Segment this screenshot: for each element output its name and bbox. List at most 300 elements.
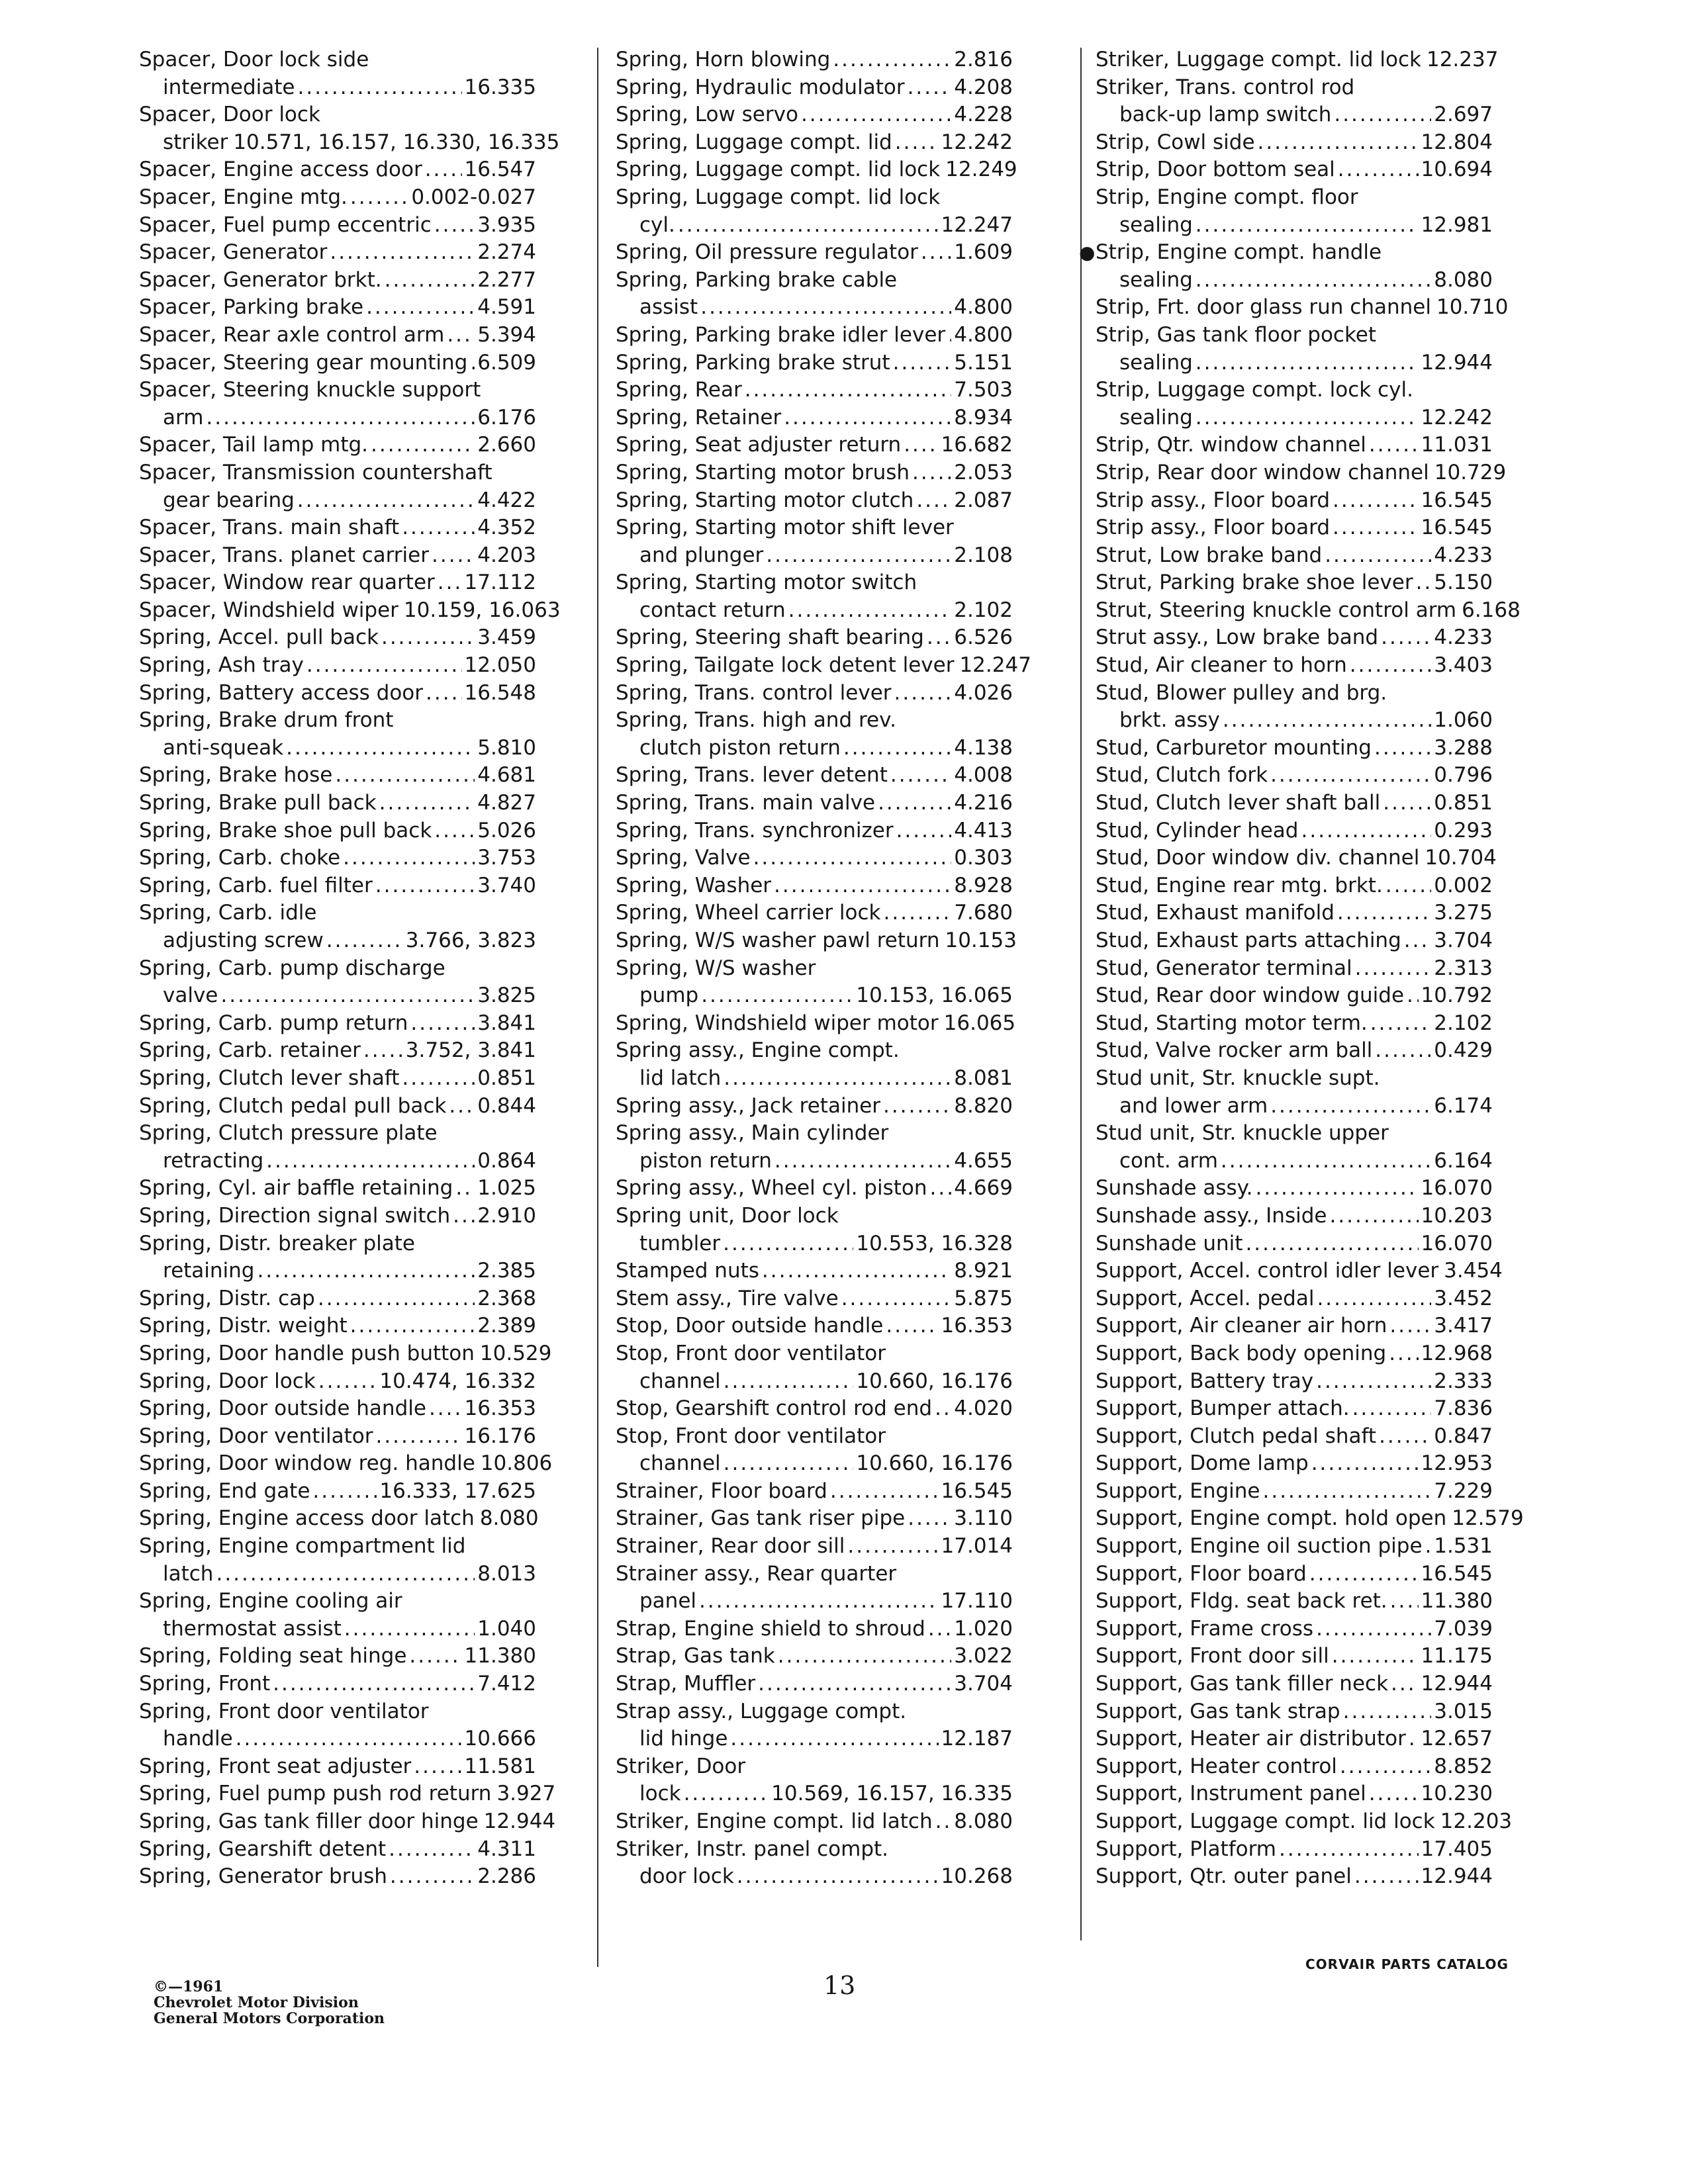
leader-dots xyxy=(1404,927,1431,955)
entry-line xyxy=(616,790,1013,817)
page-reference: 8.921 xyxy=(954,1259,1013,1283)
index-entry xyxy=(1096,624,1493,652)
index-entry xyxy=(139,1808,556,1836)
index-entry xyxy=(1096,1725,1493,1753)
leader-dots xyxy=(894,680,952,707)
index-entry xyxy=(616,349,1013,377)
page-reference: 3.927 xyxy=(496,1782,556,1806)
leader-dots xyxy=(312,1478,377,1506)
leader-dots xyxy=(375,1423,461,1451)
page-reference: 1.060 xyxy=(1434,708,1493,733)
leader-dots xyxy=(343,844,475,872)
entry-line xyxy=(616,432,1013,459)
leader-dots xyxy=(434,212,475,240)
index-entry xyxy=(616,1643,1013,1670)
entry-label: Sunshade assy., Inside xyxy=(1096,1203,1327,1228)
index-entry xyxy=(616,1670,1013,1698)
page-reference: 6.174 xyxy=(1434,1093,1493,1118)
entry-label: Support, Accel. control idler lever xyxy=(1096,1259,1439,1283)
page-reference: 16.545 xyxy=(1421,1561,1493,1586)
page-reference: 2.333 xyxy=(1434,1369,1493,1393)
page-reference: 12.579 xyxy=(1452,1506,1524,1531)
entry-line xyxy=(139,1588,536,1615)
index-entry xyxy=(1096,597,1521,625)
entry-continuation xyxy=(616,735,1013,762)
entry-label: Spring, Carb. pump discharge xyxy=(139,956,445,980)
entry-label: brkt. assy xyxy=(1119,708,1220,733)
entry-line xyxy=(616,569,1013,597)
entry-line xyxy=(1096,762,1493,790)
page-reference: 3.753 xyxy=(477,846,536,870)
page-reference: 3.015 xyxy=(1434,1699,1493,1723)
entry-line xyxy=(139,46,536,74)
leader-dots xyxy=(385,267,475,295)
page-reference: 4.669 xyxy=(954,1176,1013,1201)
page-reference: 2.816 xyxy=(954,48,1013,71)
entry-label: Spring, Brake hose xyxy=(139,763,333,788)
page-reference: 7.836 xyxy=(1434,1396,1493,1421)
entry-line xyxy=(616,1203,1013,1230)
leader-dots xyxy=(1369,1780,1419,1808)
entry-label: lock xyxy=(639,1782,681,1806)
index-entry xyxy=(616,817,1013,845)
entry-label: Stem assy., Tire valve xyxy=(616,1286,839,1310)
page-reference: 10.710 xyxy=(1436,295,1509,320)
index-entry xyxy=(139,652,536,680)
entry-label: Spring, Engine compartment lid xyxy=(139,1534,466,1559)
index-entry xyxy=(139,1395,536,1423)
entry-line xyxy=(1096,1780,1493,1808)
entry-line xyxy=(1096,790,1493,817)
index-entry xyxy=(139,1450,553,1478)
entry-label: Spacer, Door lock xyxy=(139,103,320,127)
entry-label: Stud, Valve rocker arm ball xyxy=(1096,1038,1373,1063)
leader-dots xyxy=(258,1257,475,1285)
entry-line xyxy=(1096,955,1493,983)
entry-line xyxy=(139,1808,556,1836)
page-reference: 3.740 xyxy=(477,873,536,897)
entry-line xyxy=(616,514,1013,542)
entry-line xyxy=(1096,1065,1493,1093)
leader-dots xyxy=(699,1588,939,1615)
entry-label: Strip, Luggage compt. lock cyl. xyxy=(1096,378,1413,402)
entry-continuation xyxy=(1096,267,1493,295)
entry-line xyxy=(139,156,536,184)
entry-line xyxy=(616,74,1013,102)
entry-line xyxy=(1096,1257,1503,1285)
entry-label: sealing xyxy=(1119,350,1193,375)
page-reference: 8.080 xyxy=(1434,267,1493,292)
entry-label: Strut, Parking brake shoe lever xyxy=(1096,570,1413,595)
leader-dots xyxy=(745,377,952,404)
entry-line xyxy=(139,1175,536,1203)
leader-dots xyxy=(928,1615,951,1643)
leader-dots xyxy=(927,624,951,652)
index-entry xyxy=(616,1010,1016,1038)
leader-dots xyxy=(414,1753,461,1781)
entry-label: Spring, Distr. breaker plate xyxy=(139,1231,415,1255)
entry-label: Spring, Carb. fuel filter xyxy=(139,873,373,897)
entry-label: Strip, Engine compt. floor xyxy=(1096,185,1358,209)
entry-continuation xyxy=(616,294,1013,322)
page-reference: 3.403 xyxy=(1434,653,1493,678)
index-entry xyxy=(139,542,536,570)
entry-continuation xyxy=(139,129,560,157)
column-divider-left xyxy=(597,48,598,1967)
entry-line xyxy=(616,487,1013,515)
entry-line xyxy=(1096,377,1493,404)
page-reference: 16.547 xyxy=(464,158,536,182)
index-entry xyxy=(1096,1203,1493,1230)
page-reference: 3.704 xyxy=(1434,929,1493,952)
entry-line xyxy=(616,1010,1016,1038)
page-reference: 16.548 xyxy=(464,680,536,705)
entry-line xyxy=(616,1533,1013,1561)
entry-continuation xyxy=(616,1725,1013,1753)
index-entry xyxy=(616,487,1013,515)
index-entry xyxy=(1096,432,1493,459)
index-entry xyxy=(1096,899,1493,927)
page-reference: 12.187 xyxy=(941,1727,1013,1751)
entry-label: channel xyxy=(639,1451,721,1476)
entry-line xyxy=(139,1780,556,1808)
entry-label: Stud unit, Str. knuckle upper xyxy=(1096,1121,1389,1146)
entry-continuation xyxy=(139,404,536,432)
leader-dots xyxy=(1332,1643,1419,1670)
entry-label: Spring, Door ventilator xyxy=(139,1424,373,1448)
entry-line xyxy=(139,1643,536,1670)
index-entry xyxy=(616,1698,1013,1753)
entry-label: Spring, Battery access door xyxy=(139,680,424,705)
page-reference: 1.040 xyxy=(477,1616,536,1641)
page-reference: 4.203 xyxy=(477,543,536,567)
entry-line xyxy=(616,1478,1013,1506)
entry-line xyxy=(139,1340,552,1368)
page-reference: 4.681 xyxy=(477,763,536,788)
entry-line xyxy=(139,294,536,322)
page-reference: 10.792 xyxy=(1421,983,1493,1008)
page-reference: 12.247 xyxy=(959,653,1031,678)
page-reference: 16.065 xyxy=(943,1011,1016,1035)
page-reference: 16.335 xyxy=(464,75,536,99)
entry-label: sealing xyxy=(1119,267,1193,292)
entry-line xyxy=(139,1065,536,1093)
page-reference: 11.380 xyxy=(464,1644,536,1668)
entry-label: Spring assy., Wheel cyl. piston xyxy=(616,1176,927,1201)
leader-dots xyxy=(1355,955,1432,983)
index-entry xyxy=(616,1257,1013,1285)
leader-dots xyxy=(379,790,475,817)
index-entry xyxy=(1096,46,1499,74)
entry-line xyxy=(616,1643,1013,1670)
index-entry xyxy=(139,597,561,625)
leader-dots xyxy=(784,404,951,432)
leader-dots xyxy=(788,597,952,625)
leader-dots xyxy=(449,1093,475,1120)
entry-label: Spring assy., Main cylinder xyxy=(616,1121,889,1146)
entry-line xyxy=(139,1230,536,1258)
index-entry xyxy=(616,459,1013,487)
entry-line xyxy=(139,377,536,404)
entry-label: Spring, Front seat adjuster xyxy=(139,1754,412,1778)
leader-dots xyxy=(1350,652,1431,680)
entry-line xyxy=(1096,624,1493,652)
page-reference: 12.804 xyxy=(1421,130,1493,154)
page-reference: 16.353 xyxy=(941,1314,1013,1338)
entry-label: Strip assy., Floor board xyxy=(1096,488,1331,512)
leader-dots xyxy=(1223,707,1431,735)
leader-dots xyxy=(884,899,952,927)
page-reference: 0.002 xyxy=(1434,873,1493,897)
entry-label: Spring, Door window reg. handle xyxy=(139,1451,475,1476)
entry-label: Spring, Starting motor clutch xyxy=(616,488,914,512)
page-reference: 12.050 xyxy=(464,653,536,678)
entry-line xyxy=(616,707,1013,735)
leader-dots xyxy=(724,1368,854,1396)
index-entry xyxy=(616,1340,1013,1395)
leader-dots xyxy=(429,1395,462,1423)
entry-line xyxy=(1096,735,1493,762)
leader-dots xyxy=(1316,1368,1431,1396)
leader-dots xyxy=(1334,101,1431,129)
entry-label: Spacer, Engine mtg. xyxy=(139,185,348,209)
entry-continuation xyxy=(1096,349,1493,377)
leader-dots xyxy=(1317,1285,1431,1313)
page-reference: 17.110 xyxy=(941,1589,1013,1614)
entry-label: Support, Platform xyxy=(1096,1837,1276,1861)
entry-label: Spacer, Steering gear mounting xyxy=(139,350,468,375)
entry-line xyxy=(139,1863,536,1891)
entry-continuation xyxy=(139,74,536,102)
entry-line xyxy=(139,817,536,845)
page-reference: 10.203 xyxy=(1421,1203,1493,1228)
entry-label: Stop, Door outside handle xyxy=(616,1314,884,1338)
entry-label: Support, Clutch pedal shaft xyxy=(1096,1424,1377,1448)
entry-label: Spring, Clutch lever shaft xyxy=(139,1066,400,1090)
entry-line xyxy=(616,624,1013,652)
index-entry xyxy=(1096,1368,1493,1396)
entry-label: piston return xyxy=(639,1148,772,1173)
leader-dots xyxy=(723,1230,853,1258)
entry-line xyxy=(139,1836,536,1864)
leader-dots xyxy=(390,1863,475,1891)
page-reference: 2.697 xyxy=(1434,103,1493,127)
entry-line xyxy=(616,349,1013,377)
index-entry xyxy=(1096,322,1493,377)
leader-dots xyxy=(1301,817,1431,845)
entry-line xyxy=(139,844,536,872)
leader-dots xyxy=(1385,872,1431,900)
leader-dots xyxy=(1425,1533,1432,1561)
entry-label: Support, Luggage compt. lid lock xyxy=(1096,1809,1435,1833)
entry-label: Strip assy., Floor board xyxy=(1096,516,1331,540)
entry-label: Stud, Door window div. channel xyxy=(1096,846,1420,870)
entry-label: Striker, Door xyxy=(616,1754,746,1778)
index-entry xyxy=(139,762,536,790)
entry-label: Strainer assy., Rear quarter xyxy=(616,1561,897,1586)
entry-line xyxy=(139,1037,536,1065)
leader-dots xyxy=(1270,1093,1431,1120)
index-entry xyxy=(616,1175,1013,1203)
leader-dots xyxy=(724,1065,951,1093)
page-reference: 5.875 xyxy=(954,1286,1013,1310)
leader-dots xyxy=(350,1312,475,1340)
index-entry xyxy=(616,377,1013,404)
entry-continuation xyxy=(139,982,536,1010)
entry-label: Strap assy., Luggage compt. xyxy=(616,1699,907,1723)
leader-dots xyxy=(1409,1725,1419,1753)
leader-dots xyxy=(470,349,475,377)
entry-label: Stud, Blower pulley and brg. xyxy=(1096,680,1387,705)
page-reference: 8.820 xyxy=(954,1093,1013,1118)
index-entry xyxy=(1096,1753,1493,1781)
entry-continuation xyxy=(1096,1093,1493,1120)
entry-line xyxy=(1096,459,1507,487)
index-entry xyxy=(139,790,536,817)
entry-line xyxy=(139,101,536,129)
entry-line xyxy=(616,404,1013,432)
entry-label: Stud unit, Str. knuckle supt. xyxy=(1096,1066,1380,1090)
index-entry xyxy=(616,1808,1013,1836)
leader-dots xyxy=(766,542,951,570)
entry-label: Support, Battery tray xyxy=(1096,1369,1314,1393)
leader-dots xyxy=(1352,1395,1432,1423)
index-entry xyxy=(616,74,1013,102)
entry-line xyxy=(616,1670,1013,1698)
index-entry xyxy=(616,1836,1013,1891)
entry-label: Spring, Clutch pedal pull back xyxy=(139,1093,447,1118)
entry-label: Spring, Windshield wiper motor xyxy=(616,1011,939,1035)
page-reference: 11.380 xyxy=(1421,1589,1493,1614)
leader-dots xyxy=(830,1478,939,1506)
entry-label: Support, Engine oil suction pipe xyxy=(1096,1534,1423,1559)
leader-dots xyxy=(724,1450,854,1478)
index-entry xyxy=(616,1561,1013,1615)
entry-line xyxy=(1096,1285,1493,1313)
leader-dots xyxy=(847,1533,938,1561)
page-reference: 12.203 xyxy=(1440,1809,1513,1833)
leader-dots xyxy=(286,735,475,762)
entry-line xyxy=(1096,1725,1493,1753)
leader-dots xyxy=(1389,1312,1431,1340)
entry-label: Support, Heater air distributor xyxy=(1096,1727,1406,1751)
leader-dots xyxy=(753,844,952,872)
entry-line xyxy=(139,1093,536,1120)
page-reference: 2.286 xyxy=(477,1864,536,1889)
entry-label: cont. arm xyxy=(1119,1148,1218,1173)
entry-line xyxy=(139,1450,553,1478)
entry-label: Spring, Engine access door latch xyxy=(139,1506,475,1531)
index-entry xyxy=(1096,1863,1493,1891)
entry-label: retaining xyxy=(163,1259,255,1283)
index-entry xyxy=(139,432,536,459)
entry-line xyxy=(1096,1533,1493,1561)
leader-dots xyxy=(318,1368,377,1396)
entry-line xyxy=(1096,1670,1493,1698)
index-entry xyxy=(1096,1808,1513,1836)
entry-label: Spring, Door lock xyxy=(139,1369,316,1393)
index-entry xyxy=(616,872,1013,900)
entry-line xyxy=(139,1698,536,1726)
index-entry xyxy=(1096,1120,1493,1175)
entry-line xyxy=(139,790,536,817)
leader-dots xyxy=(737,1863,939,1891)
page-reference: 5.810 xyxy=(477,735,536,760)
index-entry xyxy=(139,1093,536,1120)
entry-line xyxy=(139,597,561,625)
entry-line xyxy=(616,899,1013,927)
page-reference: 6.176 xyxy=(477,405,536,430)
entry-label: Spring, Carb. choke xyxy=(139,846,341,870)
entry-line xyxy=(139,322,536,349)
page-reference: 1.025 xyxy=(477,1176,536,1201)
index-entry xyxy=(139,1175,536,1203)
leader-dots xyxy=(935,1395,951,1423)
entry-label: Spring, W/S washer pawl return xyxy=(616,929,940,952)
entry-continuation xyxy=(139,1561,536,1588)
leader-dots xyxy=(1390,1588,1419,1615)
page-reference: 16.545 xyxy=(1421,488,1493,512)
index-entry xyxy=(616,1395,1013,1423)
page-reference: 6.164 xyxy=(1434,1148,1493,1173)
page-reference: 0.864 xyxy=(477,1148,536,1173)
entry-line xyxy=(616,1836,1013,1864)
index-entry xyxy=(1096,1340,1493,1368)
index-entry xyxy=(616,322,1013,349)
index-entry xyxy=(139,267,536,295)
entry-label: Spring, Cyl. air baffle retaining xyxy=(139,1176,453,1201)
leader-dots xyxy=(335,762,475,790)
leader-dots xyxy=(1338,156,1419,184)
page-reference: 10.153 xyxy=(945,929,1017,952)
entry-label: Spring, End gate xyxy=(139,1479,310,1503)
entry-label: back-up lamp switch xyxy=(1119,103,1332,127)
entry-label: Spacer, Transmission countershaft xyxy=(139,460,492,484)
entry-continuation xyxy=(616,1450,1013,1478)
page-reference: 5.394 xyxy=(477,322,536,347)
entry-continuation xyxy=(616,1148,1013,1175)
entry-line xyxy=(616,377,1013,404)
page-reference: 10.553, 16.328 xyxy=(856,1231,1013,1255)
entry-label: Support, Frame cross xyxy=(1096,1616,1314,1641)
index-entry xyxy=(139,1010,536,1038)
index-entry xyxy=(616,955,1013,1010)
leader-dots xyxy=(916,487,951,515)
entry-label: Strut assy., Low brake band xyxy=(1096,625,1379,650)
leader-dots xyxy=(1370,1010,1432,1038)
page-reference: 8.013 xyxy=(477,1561,536,1586)
entry-continuation xyxy=(139,735,536,762)
page-reference: 3.841 xyxy=(477,1011,536,1035)
entry-line xyxy=(616,1505,1013,1533)
leader-dots xyxy=(908,74,952,102)
page-reference: 10.660, 16.176 xyxy=(856,1451,1013,1476)
leader-dots xyxy=(273,1670,475,1698)
leader-dots xyxy=(1316,1615,1431,1643)
index-entry xyxy=(139,46,536,101)
page-reference: 4.800 xyxy=(954,322,1013,347)
index-entry xyxy=(1096,487,1493,515)
page-reference: 11.581 xyxy=(464,1754,536,1778)
page-reference: 10.474, 16.332 xyxy=(379,1369,536,1393)
entry-continuation xyxy=(616,1065,1013,1093)
entry-line xyxy=(139,899,536,927)
entry-label: Spring, Front xyxy=(139,1672,271,1696)
entry-line xyxy=(1096,680,1493,707)
entry-line xyxy=(616,1257,1013,1285)
page-reference: 3.288 xyxy=(1434,735,1493,760)
entry-line xyxy=(139,1285,536,1313)
